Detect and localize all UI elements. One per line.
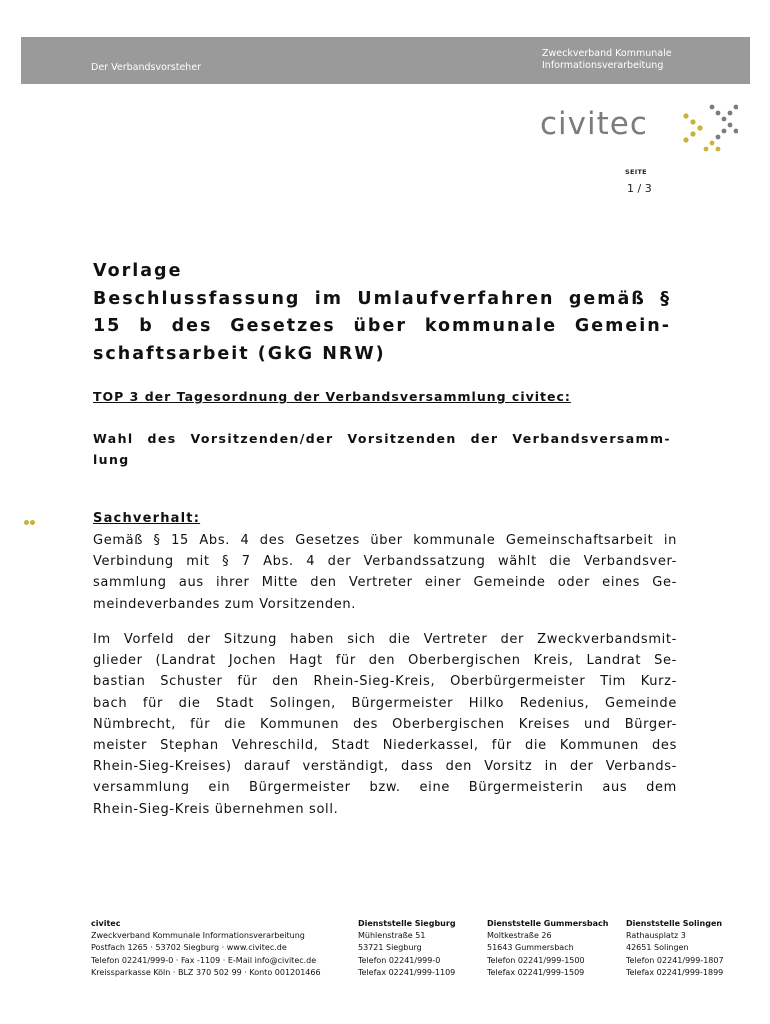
footer-line: Telefax 02241/999-1899: [626, 967, 724, 977]
paragraph-line: Verbindung mit § 7 Abs. 4 der Verbandssatzung wählt die Verbandsver-: [93, 554, 677, 570]
footer-line: Telefax 02241/999-1109: [358, 967, 456, 977]
footer-heading: Dienststelle Siegburg: [358, 919, 456, 928]
civitec-logo: [540, 102, 740, 154]
title-line-4: schaftsarbeit (GkG NRW): [93, 343, 386, 364]
footer-line: 53721 Siegburg: [358, 943, 422, 953]
paragraph-line: versammlung ein Bürgermeister bzw. eine Bürgermeisterin aus dem: [93, 780, 677, 796]
paragraph-line: meister Stephan Vehreschild, Stadt Niederkassel, für die Kommunen des: [93, 738, 677, 754]
paragraph-line: meindeverbandes zum Vorsitzenden.: [93, 596, 357, 612]
footer-line: Postfach 1265 · 53702 Siegburg · www.civitec.de: [91, 943, 287, 953]
footer-line: Telefon 02241/999-0: [358, 955, 441, 965]
paragraph-2: [93, 629, 677, 820]
paragraph-line: bastian Schuster für den Rhein-Sieg-Kreis, Oberbürgermeister Tim Kurz-: [93, 674, 677, 690]
footer-heading: civitec: [91, 919, 121, 928]
letterhead-bar: [21, 37, 750, 84]
header-sender: Der Verbandsvorsteher: [91, 62, 202, 73]
paragraph-1: [93, 530, 677, 615]
footer-line: 51643 Gummersbach: [487, 943, 574, 953]
header-org-line2: Informationsverarbeitung: [542, 60, 664, 71]
paragraph-line: Rhein-Sieg-Kreis übernehmen soll.: [93, 801, 339, 817]
header-org-line1: Zweckverband Kommunale: [542, 48, 672, 59]
subject-line-2: lung: [93, 452, 130, 467]
title-line-1: Vorlage: [93, 261, 183, 281]
page-number: 1 / 3: [627, 182, 652, 195]
footer-heading: Dienststelle Solingen: [626, 919, 723, 928]
footer-line: 42651 Solingen: [626, 943, 689, 953]
footer-column-civitec: [91, 918, 321, 979]
page-label: SEITE: [625, 168, 647, 176]
footer-column-solingen: [626, 918, 724, 979]
paragraph-line: Im Vorfeld der Sitzung haben sich die Vertreter der Zweckverbandsmit-: [93, 632, 677, 647]
footer-line: Telefon 02241/999-1500: [487, 955, 585, 965]
footer-line: Rathausplatz 3: [626, 931, 686, 941]
header-organization: [542, 48, 672, 72]
footer-line: Telefax 02241/999-1509: [487, 967, 585, 977]
footer-column-gummersbach: [487, 918, 608, 979]
paragraph-line: bach für die Stadt Solingen, Bürgermeister Hilko Redenius, Gemeinde: [93, 695, 677, 711]
paragraph-line: Gemäß § 15 Abs. 4 des Gesetzes über kommunale Gemeinschaftsarbeit in: [93, 533, 677, 548]
logo-wordmark: civitec: [540, 106, 648, 142]
document-title: [93, 258, 671, 368]
title-line-2: Beschlussfassung im Umlaufverfahren gemäß §: [93, 288, 671, 309]
footer-line: Kreissparkasse Köln · BLZ 370 502 99 · Konto 001201466: [91, 967, 321, 977]
paragraph-line: Rhein-Sieg-Kreises) darauf verständigt, dass den Vorsitz in der Verbands-: [93, 759, 677, 775]
footer-line: Mühlenstraße 51: [358, 931, 426, 941]
footer-line: Moltkestraße 26: [487, 931, 552, 941]
subject-line-1: Wahl des Vorsitzenden/der Vorsitzenden der Verbandsversamm-: [93, 431, 671, 446]
footer-line: Zweckverband Kommunale Informationsverarbeitung: [91, 931, 305, 941]
paragraph-line: sammlung aus ihrer Mitte den Vertreter einer Gemeinde oder eines Ge-: [93, 575, 677, 591]
footer-line: Telefon 02241/999-1807: [626, 955, 724, 965]
footer-line: Telefon 02241/999-0 · Fax -1109 · E-Mail info@civitec.de: [91, 955, 317, 965]
agenda-item-heading: TOP 3 der Tagesordnung der Verbandsversammlung civitec:: [93, 389, 571, 404]
footer-heading: Dienststelle Gummersbach: [487, 919, 609, 928]
paragraph-line: Nümbrecht, für die Kommunen des Oberbergischen Kreises und Bürger-: [93, 716, 677, 732]
footer-column-siegburg: [358, 918, 456, 979]
margin-marker-icon: [24, 510, 36, 529]
title-line-3: 15 b des Gesetzes über kommunale Gemein-: [93, 316, 671, 336]
subject-heading: [93, 428, 671, 470]
paragraph-line: glieder (Landrat Jochen Hagt für den Oberbergischen Kreis, Landrat Se-: [93, 653, 677, 669]
section-heading: Sachverhalt:: [93, 511, 201, 526]
logo-x-mark-icon: [682, 102, 738, 154]
